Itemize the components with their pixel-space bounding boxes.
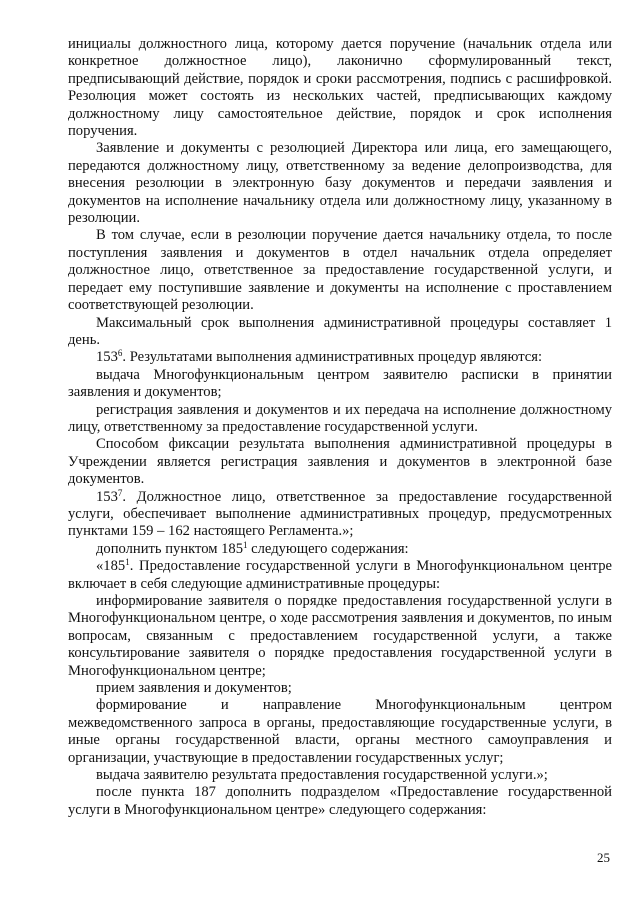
paragraph	[68, 593, 612, 680]
paragraph	[68, 489, 612, 541]
paragraph	[68, 140, 612, 227]
paragraph-text: информирование заявителя о порядке предоставления государственной услуги в Многофункциональном центре, о ходе рассмотрения заявления и документов, по иным вопросам, связанным с предоставлением государственной услуги, а также консультирование заявителя о порядке предоставления государственной услуги в Многофункциональном центре;	[68, 593, 612, 679]
paragraph-text: выдача Многофункциональным центром заявителю расписки в принятии заявления и документов;	[68, 366, 612, 401]
paragraph-text: Способом фиксации результата выполнения административной процедуры в Учреждении является регистрация заявления и документов в электронной базе документов.	[68, 436, 612, 488]
superscript-index: 6	[117, 348, 123, 359]
paragraph	[68, 541, 612, 558]
paragraph-text: выдача заявителю результата предоставления государственной услуги.»;	[96, 767, 548, 784]
paragraph	[68, 436, 612, 488]
paragraph-lead: 153	[96, 488, 118, 505]
paragraph-lead: «185	[96, 558, 126, 575]
page-number: 25	[597, 850, 610, 865]
superscript-index: 1	[125, 557, 130, 568]
superscript-index: 1	[243, 539, 248, 550]
superscript-index: 7	[117, 487, 123, 498]
paragraph-text: . Предоставление государственной услуги в Многофункциональном центре включает в себя следующие административные процедуры:	[68, 558, 612, 592]
paragraph-text: регистрация заявления и документов и их передача на исполнение должностному лицу, ответственному за предоставление государственной услуги.	[68, 401, 612, 435]
paragraph	[68, 367, 612, 402]
paragraph	[68, 227, 612, 314]
paragraph	[68, 697, 612, 767]
paragraph-text: после пункта 187 дополнить подразделом «Предоставление государственной услуги в Многофункциональном центре» следующего содержания:	[68, 784, 612, 818]
paragraph	[68, 680, 612, 697]
paragraph	[68, 767, 612, 784]
paragraph-text: Заявление и документы с резолюцией Директора или лица, его замещающего, передаются должностному лицу, ответственному за ведение делопроизводства, для внесения резолюции в электронную базу документов и передачи заявления и документов на исполнение начальнику отдела или должностному лицу, указанному в резолюции.	[68, 140, 612, 227]
paragraph-text: инициалы должностного лица, которому дается поручение (начальник отдела или конкретное должностное лицо), лаконично сформулированный текст, предписывающий действие, порядок и сроки рассмотрения, подпись с расшифровкой. Резолюция может состоять из нескольких частей, предписывающих каждому должностному лицу самостоятельное действие, порядок и срок исполнения поручения.	[68, 36, 612, 140]
paragraph	[68, 349, 612, 366]
paragraph-text: следующего содержания:	[247, 540, 409, 557]
paragraph-text: формирование и направление Многофункциональным центром межведомственного запроса в органы, предоставляющие государственные услуги, в иные органы государственной власти, органы местного самоуправления и организации, участвующие в предоставлении государственных услуг;	[68, 697, 612, 766]
paragraph-text: В том случае, если в резолюции поручение дается начальнику отдела, то после поступления заявления и документов в отдел начальник отдела определяет должностное лицо, ответственное за предоставление государственной услуги, и передает ему поступившие заявление и документы на исполнение с проставлением соответствующей резолюции.	[68, 227, 612, 314]
paragraph-text: . Результатами выполнения административных процедур являются:	[122, 349, 543, 366]
paragraph-text: Максимальный срок выполнения административной процедуры составляет 1 день.	[68, 314, 612, 348]
document-body	[68, 36, 612, 819]
paragraph	[68, 402, 612, 437]
paragraph	[68, 784, 612, 819]
paragraph-text: . Должностное лицо, ответственное за предоставление государственной услуги, обеспечивает выполнение административных процедур, предусмотренных пунктами 159 – 162 настоящего Регламента.»;	[68, 488, 612, 540]
paragraph-lead: 153	[96, 349, 118, 366]
paragraph	[68, 36, 612, 140]
paragraph-text: прием заявления и документов;	[96, 680, 292, 697]
paragraph	[68, 558, 612, 593]
paragraph	[68, 315, 612, 350]
paragraph-lead: дополнить пунктом 185	[96, 540, 244, 557]
